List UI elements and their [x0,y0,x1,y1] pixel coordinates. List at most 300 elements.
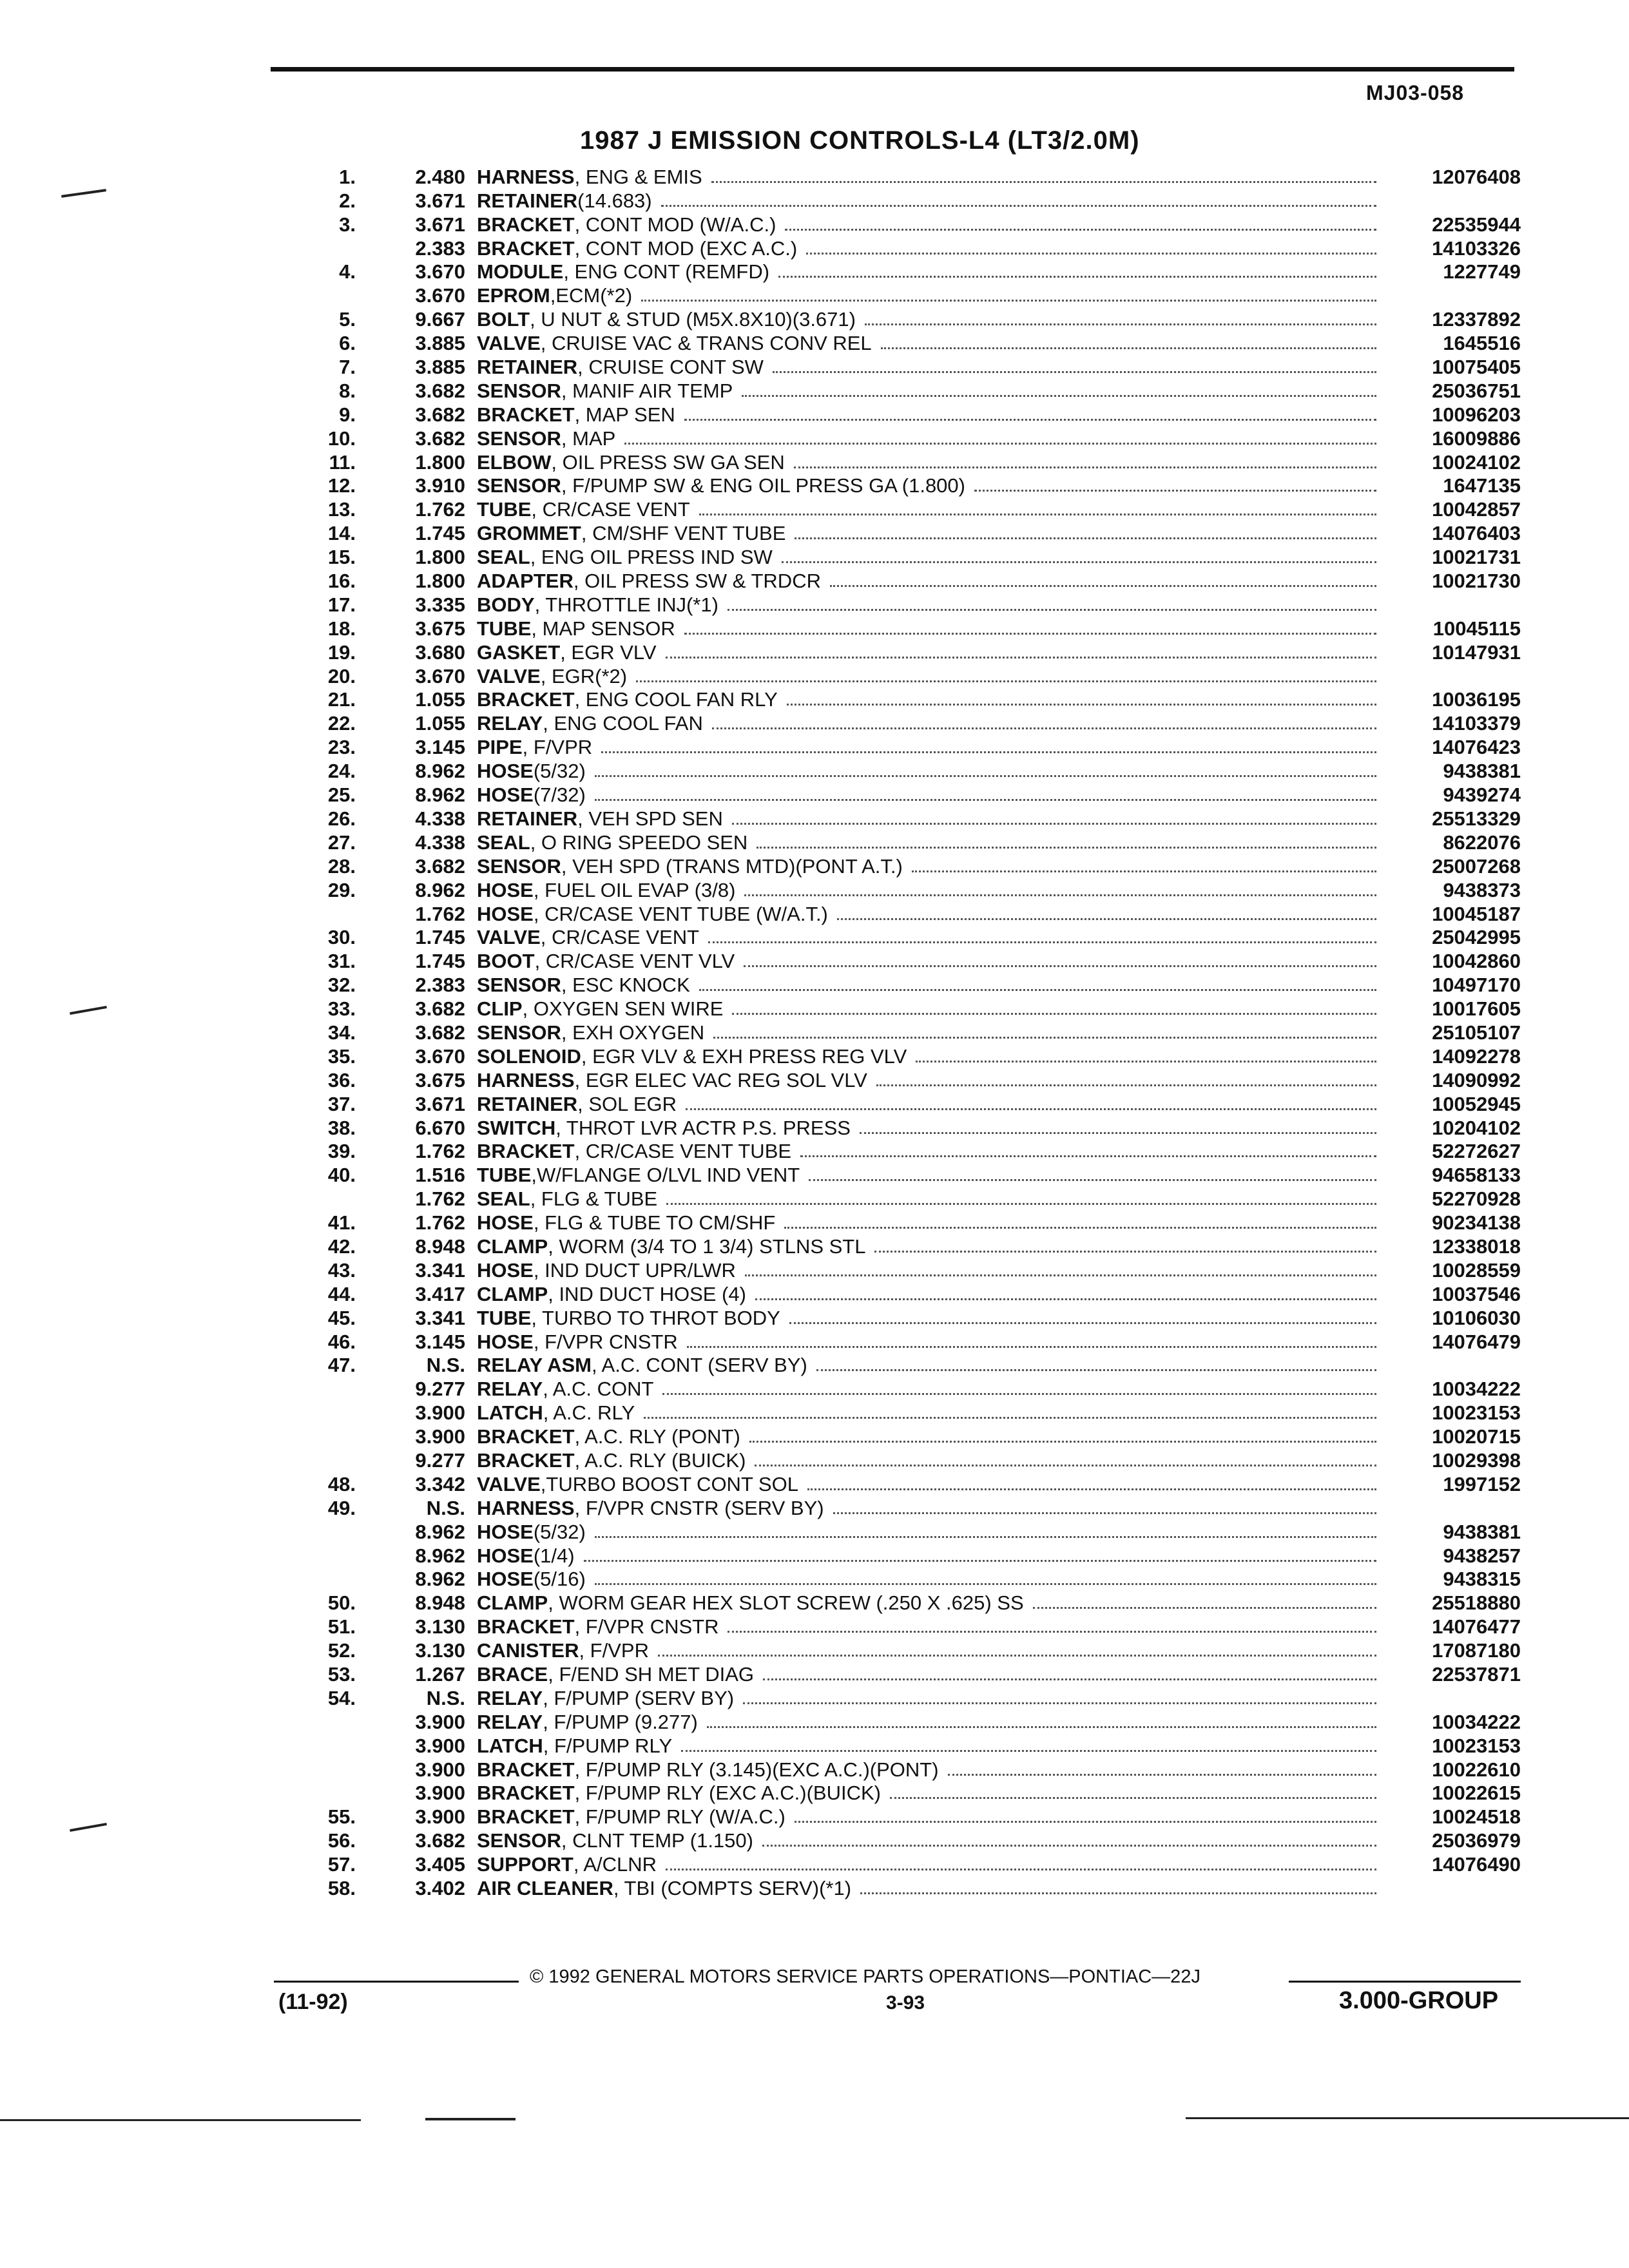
dot-leader [728,609,1376,611]
table-row [284,783,1521,807]
part-description [477,546,1385,569]
dot-leader [595,799,1376,801]
table-row [284,355,1521,379]
part-name: SEAL [477,546,530,569]
part-detail: , CRUISE CONT SW [577,356,764,379]
part-description [477,1829,1385,1852]
part-name: SENSOR [477,474,561,497]
group-number: 3.145 [415,736,465,759]
part-number: 10042857 [1432,498,1521,521]
part-description [477,1877,1385,1900]
part-name: BRACKET [477,1448,575,1472]
dot-leader [681,1750,1376,1752]
item-number: 40. [327,1164,356,1187]
part-description [477,1259,1385,1282]
group-number: 3.885 [415,332,465,355]
item-number: 56. [327,1829,356,1852]
part-detail: , CR/CASE VENT TUBE [574,1140,792,1163]
part-name: SEAL [477,1187,530,1211]
parts-list [284,165,1521,1900]
part-description [477,1591,1385,1615]
part-description [477,237,1385,260]
margin-mark [70,1823,107,1832]
part-name: ELBOW [477,450,552,474]
part-description [477,1782,1385,1805]
part-number: 10052945 [1432,1092,1521,1115]
table-row [284,854,1521,878]
group-number: 3.670 [415,284,465,307]
group-number: 8.962 [415,783,465,807]
part-name: ADAPTER [477,570,574,593]
dot-leader [595,775,1376,777]
item-number: 11. [329,450,356,474]
group-number: 9.277 [415,1448,465,1472]
part-detail: , WORM (3/4 TO 1 3/4) STLNS STL [548,1235,866,1258]
part-description [477,1117,1385,1140]
dot-leader [684,419,1376,421]
item-number: 16. [327,570,356,593]
part-name: VALVE [477,664,541,687]
group-number: 3.341 [415,1306,465,1329]
item-number: 2. [339,189,356,212]
part-number: 10022610 [1432,1758,1521,1781]
dot-leader [795,1821,1376,1823]
item-number: 54. [327,1686,356,1709]
dot-leader [624,443,1376,445]
part-name: TUBE [477,617,532,640]
part-name: HARNESS [477,165,575,188]
part-number: 25518880 [1432,1591,1521,1615]
item-number: 10. [327,427,356,450]
part-description [477,1853,1385,1876]
table-row [284,427,1521,450]
part-description [477,641,1385,664]
group-number: 3.670 [415,1044,465,1068]
part-detail: , EGR VLV [560,640,657,664]
part-detail: ,TURBO BOOST CONT SOL [540,1472,798,1495]
part-name: SENSOR [477,854,561,878]
dot-leader [806,253,1376,255]
table-row [284,307,1521,331]
table-row [284,1092,1521,1116]
table-row [284,569,1521,593]
part-detail: , CR/CASE VENT VLV [534,950,735,973]
part-detail: (1/4) [533,1544,575,1567]
part-description [477,1378,1385,1401]
part-number: 14076477 [1432,1615,1521,1639]
dot-leader [860,1132,1376,1134]
table-row [284,1306,1521,1330]
dot-leader [833,1512,1376,1514]
part-description [477,1544,1385,1568]
footer-date: (11-92) [278,1990,348,2014]
part-detail: , F/PUMP RLY (EXC A.C.)(BUICK) [574,1782,881,1805]
table-row [284,593,1521,617]
dot-leader [816,1369,1376,1371]
part-description [477,974,1385,997]
part-number: 14076479 [1432,1330,1521,1353]
item-number: 44. [327,1282,356,1305]
group-number: 1.762 [415,1140,465,1163]
part-detail: , U NUT & STUD (M5X.8X10)(3.671) [530,308,856,331]
part-number: 10028559 [1432,1258,1521,1282]
part-detail: , FLG & TUBE [530,1187,658,1211]
part-name: SENSOR [477,1021,561,1044]
group-number: 1.516 [415,1164,465,1187]
part-name: SEAL [477,831,530,854]
table-row [284,902,1521,926]
part-number: 22535944 [1432,213,1521,236]
part-description [477,736,1385,759]
part-description [477,760,1385,783]
dot-leader [876,1084,1376,1086]
table-row [284,688,1521,712]
part-name: RELAY [477,712,543,735]
group-number: 8.962 [415,1520,465,1543]
part-name: VALVE [477,1472,541,1495]
item-number: 31. [327,950,356,973]
part-description [477,260,1385,284]
group-number: 4.338 [415,807,465,830]
table-row [284,165,1521,189]
dot-leader [916,1061,1376,1062]
table-row [284,1448,1521,1472]
part-detail: , F/PUMP (SERV BY) [543,1686,735,1709]
dot-leader [699,514,1376,515]
part-detail: , F/VPR [522,736,593,759]
part-detail: , THROTTLE INJ(*1) [534,593,718,616]
part-name: CLAMP [477,1591,548,1615]
dot-leader [874,1251,1376,1253]
part-detail: , EXH OXYGEN [561,1021,705,1044]
part-number: 8622076 [1443,831,1521,854]
table-row [284,1021,1521,1044]
dot-leader [713,1037,1376,1039]
group-number: 3.682 [415,379,465,402]
part-name: BOOT [477,950,535,973]
group-number: 8.948 [415,1235,465,1258]
dot-leader [666,1203,1376,1205]
part-description [477,356,1385,379]
item-number: 49. [327,1496,356,1519]
part-name: BRACKET [477,403,575,426]
item-number: 4. [339,260,356,284]
group-number: N.S. [426,1354,465,1377]
item-number: 17. [327,593,356,616]
part-name: SENSOR [477,974,561,997]
table-row [284,1044,1521,1068]
part-description [477,1758,1385,1782]
part-detail: , CR/CASE VENT [531,498,690,521]
scan-line [1186,2117,1629,2119]
item-number: 25. [327,783,356,807]
part-name: BRACKET [477,1805,575,1829]
part-detail: (14.683) [577,189,652,212]
part-name: SOLENOID [477,1044,581,1068]
part-detail: , CR/CASE VENT [540,926,700,949]
table-row [284,189,1521,213]
dot-leader [763,1678,1376,1680]
table-row [284,1710,1521,1734]
margin-mark [70,1006,107,1015]
part-description [477,1449,1385,1472]
part-number: 10034222 [1432,1378,1521,1401]
dot-leader [948,1774,1376,1776]
dot-leader [912,870,1376,872]
part-number: 25105107 [1432,1021,1521,1044]
group-number: 3.145 [415,1330,465,1353]
dot-leader [687,1346,1376,1348]
part-number: 17087180 [1432,1639,1521,1662]
part-number: 10045115 [1432,617,1521,640]
part-name: TUBE [477,1306,532,1329]
part-description [477,593,1385,617]
item-number: 33. [327,997,356,1021]
dot-leader [743,1702,1376,1704]
part-number: 1645516 [1443,332,1521,355]
group-number: 3.130 [415,1615,465,1639]
part-description [477,807,1385,831]
dot-leader [601,751,1376,753]
part-detail: , F/END SH MET DIAG [548,1663,755,1686]
table-row [284,1782,1521,1805]
dot-leader [641,300,1376,302]
part-number: 10037546 [1432,1282,1521,1305]
part-description [477,166,1385,189]
dot-leader [707,1726,1376,1728]
dot-leader [830,585,1376,587]
part-description [477,1283,1385,1306]
part-description [477,451,1385,474]
group-number: 1.762 [415,1211,465,1235]
part-detail: , ENG COOL FAN [543,712,703,735]
group-number: 3.402 [415,1877,465,1900]
table-row [284,1258,1521,1282]
part-number: 25513329 [1432,807,1521,830]
table-row [284,545,1521,569]
part-number: 10096203 [1432,403,1521,426]
dot-leader [784,1227,1376,1229]
part-name: AIR CLEANER [477,1877,613,1900]
part-name: EPROM [477,284,550,307]
part-detail: ,ECM(*2) [550,284,633,307]
dot-leader [789,1322,1376,1324]
group-number: 2.383 [415,236,465,260]
part-name: BRACKET [477,1425,575,1448]
group-number: 3.682 [415,427,465,450]
footer-page-number: 3-93 [886,1992,925,2013]
part-description [477,1711,1385,1734]
dot-leader [794,466,1376,468]
part-detail: ,W/FLANGE O/LVL IND VENT [531,1164,800,1187]
part-description [477,332,1385,355]
table-row [284,1496,1521,1520]
part-description [477,712,1385,735]
item-number: 8. [339,379,356,402]
part-number: 10017605 [1432,997,1521,1021]
item-number: 28. [327,854,356,878]
part-name: HOSE [477,1211,534,1235]
part-detail: , IND DUCT UPR/LWR [533,1258,736,1282]
table-row [284,1686,1521,1710]
group-number: 3.417 [415,1282,465,1305]
part-description [477,498,1385,521]
item-number: 27. [327,831,356,854]
part-detail: , MAP SENSOR [531,617,675,640]
part-number: 9438381 [1443,760,1521,783]
part-detail: , F/VPR [579,1639,649,1662]
group-number: 3.405 [415,1853,465,1876]
dot-leader [595,1536,1376,1538]
part-name: HOSE [477,760,534,783]
part-description [477,1663,1385,1686]
part-number: 52270928 [1432,1187,1521,1211]
part-name: HARNESS [477,1496,575,1519]
table-row [284,331,1521,355]
part-detail: , F/PUMP RLY (3.145)(EXC A.C.)(PONT) [574,1758,939,1781]
part-detail: , OIL PRESS SW GA SEN [551,450,785,474]
table-row [284,1472,1521,1496]
part-number: 10021731 [1432,546,1521,569]
part-detail: , O RING SPEEDO SEN [530,831,748,854]
dot-leader [728,1631,1376,1633]
part-name: BRACE [477,1663,548,1686]
table-row [284,213,1521,236]
group-number: 3.682 [415,854,465,878]
dot-leader [837,918,1376,920]
table-row [284,1829,1521,1852]
part-number: 25036979 [1432,1829,1521,1852]
item-number: 39. [327,1140,356,1163]
item-number: 38. [327,1116,356,1139]
part-number: 9439274 [1443,783,1521,807]
part-description [477,665,1385,688]
group-number: 8.962 [415,760,465,783]
part-description [477,1687,1385,1710]
part-detail: , CONT MOD (W/A.C.) [574,213,776,236]
table-row [284,640,1521,664]
table-row [284,926,1521,950]
part-number: 10023153 [1432,1401,1521,1425]
part-detail: (7/32) [533,783,586,807]
dot-leader [636,680,1376,682]
group-number: 3.682 [415,997,465,1021]
part-description [477,783,1385,807]
part-number: 10204102 [1432,1116,1521,1139]
part-detail: , VEH SPD SEN [577,807,723,830]
part-detail: , F/VPR CNSTR [574,1615,719,1639]
part-number: 16009886 [1432,427,1521,450]
top-rule [271,67,1514,72]
table-row [284,1639,1521,1662]
dot-leader [757,847,1376,849]
part-description [477,427,1385,450]
dot-leader [686,1108,1376,1110]
group-number: 1.267 [415,1663,465,1686]
part-number: 9438257 [1443,1544,1521,1567]
item-number: 24. [327,760,356,783]
part-detail: , EGR(*2) [540,664,628,687]
item-number: 22. [327,712,356,735]
part-number: 1227749 [1443,260,1521,284]
item-number: 50. [327,1591,356,1615]
part-description [477,855,1385,878]
part-detail: , F/PUMP RLY [543,1734,673,1757]
dot-leader [732,823,1376,825]
table-row [284,807,1521,831]
part-detail: , A.C. CONT (SERV BY) [592,1354,807,1377]
part-number: 10029398 [1432,1448,1521,1472]
part-name: SENSOR [477,379,561,402]
part-number: 22537871 [1432,1663,1521,1686]
part-number: 25042995 [1432,926,1521,949]
part-description [477,950,1385,973]
part-name: BRACKET [477,1615,575,1639]
part-name: SUPPORT [477,1853,574,1876]
table-row [284,1235,1521,1258]
part-description [477,1187,1385,1211]
group-number: 8.962 [415,1544,465,1567]
part-number: 10106030 [1432,1306,1521,1329]
part-number: 10024518 [1432,1805,1521,1829]
table-row [284,474,1521,498]
table-row [284,831,1521,854]
part-detail: , A/CLNR [573,1853,657,1876]
dot-leader [712,727,1376,729]
group-number: 1.800 [415,546,465,569]
footer-rule-left [274,1981,519,1983]
part-detail: (5/16) [533,1568,586,1591]
part-name: VALVE [477,926,541,949]
item-number: 1. [339,165,356,188]
group-number: 1.762 [415,1187,465,1211]
part-detail: , OIL PRESS SW & TRDCR [573,570,821,593]
group-number: 3.671 [415,1092,465,1115]
group-number: 9.277 [415,1378,465,1401]
dot-leader [658,1655,1376,1657]
part-detail: , ENG COOL FAN RLY [574,688,778,711]
item-number: 5. [339,308,356,331]
part-detail: , SOL EGR [577,1092,677,1115]
part-detail: , A.C. RLY [543,1401,635,1425]
dot-leader [865,323,1376,325]
scan-line [0,2119,361,2121]
part-detail: , MAP SEN [574,403,675,426]
footer-copyright: © 1992 GENERAL MOTORS SERVICE PARTS OPERATIONS—PONTIAC—22J [530,1966,1200,1987]
part-name: HOSE [477,902,534,925]
dot-leader [860,1892,1376,1894]
part-description [477,522,1385,545]
part-description [477,1331,1385,1354]
group-number: 3.335 [415,593,465,616]
table-row [284,1187,1521,1211]
part-description [477,570,1385,593]
part-description [477,997,1385,1021]
part-detail: , ESC KNOCK [561,974,690,997]
part-description [477,1069,1385,1092]
dot-leader [699,989,1376,991]
part-number: 12337892 [1432,308,1521,331]
part-description [477,1354,1385,1377]
item-number: 42. [327,1235,356,1258]
table-row [284,949,1521,973]
part-description [477,1164,1385,1187]
part-detail: , ENG & EMIS [574,165,702,188]
part-description [477,1521,1385,1544]
table-row [284,1163,1521,1187]
dot-leader [1033,1607,1376,1609]
group-number: 1.800 [415,570,465,593]
